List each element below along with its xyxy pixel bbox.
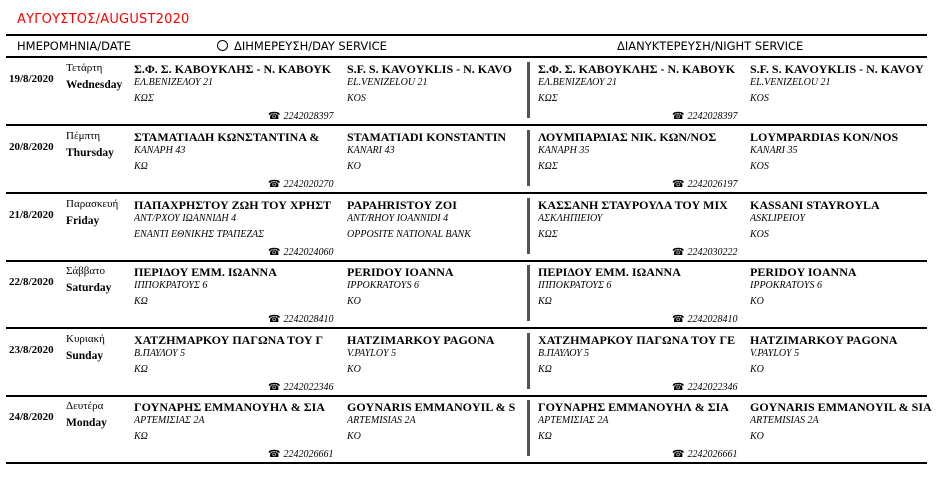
table-row [0, 198, 942, 264]
column-divider [527, 198, 530, 254]
phone-icon: ☎ [672, 449, 685, 460]
night-address-english: KANARI 35 [750, 145, 798, 156]
day-phone-number: 2242022346 [283, 382, 334, 393]
phone-icon: ☎ [268, 179, 281, 190]
day-pharmacy-name-english: STAMATIADI KONSTANTIN [347, 130, 507, 144]
day-phone [268, 111, 333, 122]
day-city-english: KO [347, 364, 361, 375]
night-pharmacy-name-english: LOYMPARDIAS KON/NOS [750, 130, 899, 144]
night-city-english: KO [750, 364, 764, 375]
weekday-english: Wednesday [66, 79, 123, 91]
day-city-english: OPPOSITE NATIONAL BANK [347, 229, 471, 240]
night-address-greek: ΙΠΠΟΚΡΑΤΟΥΣ 6 [538, 280, 612, 291]
phone-icon: ☎ [672, 382, 685, 393]
night-address-english: ARTEMISIAS 2A [750, 415, 819, 426]
night-pharmacy-name-english: S.F. S. KAVOYKLIS - N. KAVOY [750, 62, 924, 76]
table-row [0, 130, 942, 196]
night-phone-number: 2242030222 [687, 247, 738, 258]
weekday-greek: Πέμπτη [66, 130, 101, 142]
day-phone-number: 2242024060 [283, 247, 334, 258]
day-pharmacy-name-english: PAPAHRISTOY ZOI [347, 198, 457, 212]
day-city-greek: ΕΝΑΝΤΙ ΕΘΝΙΚΗΣ ΤΡΑΠΕΖΑΣ [134, 229, 265, 240]
night-address-greek: ΑΡΤΕΜΙΣΙΑΣ 2Α [538, 415, 609, 426]
column-divider [527, 130, 530, 186]
phone-icon: ☎ [268, 314, 281, 325]
night-phone-number: 2242028410 [687, 314, 738, 325]
night-pharmacy-name-greek: Σ.Φ. Σ. ΚΑΒΟΥΚΛΗΣ - Ν. ΚΑΒΟΥΚ [538, 62, 736, 76]
day-address-greek: Β.ΠΑΥΛΟΥ 5 [134, 348, 186, 359]
phone-icon: ☎ [268, 247, 281, 258]
header-top-rule [6, 34, 927, 36]
phone-icon: ☎ [268, 449, 281, 460]
day-city-english: KO [347, 296, 361, 307]
header-day-service: ΔΙΗΜΕΡΕΥΣΗ/DAY SERVICE [234, 39, 387, 53]
night-city-english: KO [750, 296, 764, 307]
row-divider [6, 260, 927, 262]
weekday-english: Sunday [66, 350, 104, 362]
night-city-greek: ΚΩΣ [538, 93, 558, 104]
day-pharmacy-name-english: HATZIMARKOY PAGONA [347, 333, 495, 347]
column-divider [527, 265, 530, 321]
date-cell: 24/8/2020 [9, 411, 54, 423]
day-pharmacy-name-greek: ΧΑΤΖΗΜΑΡΚΟΥ ΠΑΓΩΝΑ ΤΟΥ Γ [134, 333, 324, 347]
night-pharmacy-name-greek: ΓΟΥΝΑΡΗΣ ΕΜΜΑΝΟΥΗΛ & ΣΙΑ [538, 400, 729, 414]
night-phone [672, 111, 737, 122]
night-phone [672, 314, 737, 325]
row-divider [6, 192, 927, 194]
header-date: ΗΜΕΡΟΜΗΝΙΑ/DATE [17, 39, 132, 53]
phone-icon: ☎ [672, 314, 685, 325]
night-pharmacy-name-greek: ΚΑΣΣΑΝΗ ΣΤΑΥΡΟΥΛΑ ΤΟΥ ΜΙΧ [538, 198, 728, 212]
day-city-english: KOS [347, 93, 366, 104]
night-address-english: ASKLIPEIOY [750, 213, 805, 224]
day-address-english: V.PAYLOY 5 [347, 348, 397, 359]
table-row [0, 62, 942, 128]
day-phone-number: 2242028410 [283, 314, 334, 325]
weekday-english: Friday [66, 215, 100, 227]
day-address-greek: ΑΝΤ/ΡΧΟΥ ΙΩΑΝΝΙΔΗ 4 [134, 213, 237, 224]
weekday-greek: Τετάρτη [66, 62, 103, 74]
night-city-english: KOS [750, 93, 769, 104]
night-phone [672, 449, 737, 460]
day-address-greek: ΙΠΠΟΚΡΑΤΟΥΣ 6 [134, 280, 208, 291]
day-city-english: KO [347, 431, 361, 442]
weekday-greek: Παρασκευή [66, 198, 119, 210]
date-cell: 19/8/2020 [9, 73, 54, 85]
night-city-greek: ΚΩ [538, 296, 552, 307]
night-phone [672, 247, 737, 258]
night-phone-number: 2242028397 [687, 111, 738, 122]
day-address-english: ARTEMISIAS 2A [347, 415, 416, 426]
day-city-greek: ΚΩ [134, 364, 148, 375]
day-city-greek: ΚΩ [134, 161, 148, 172]
night-phone-number: 2242026661 [687, 449, 738, 460]
night-city-greek: ΚΩ [538, 364, 552, 375]
day-city-english: KO [347, 161, 361, 172]
row-divider [6, 462, 927, 464]
table-row [0, 265, 942, 331]
table-header [0, 39, 942, 55]
column-divider [527, 62, 530, 118]
day-pharmacy-name-english: PERIDOY IOANNA [347, 265, 454, 279]
weekday-greek: Κυριακή [66, 333, 105, 345]
day-pharmacy-name-greek: Σ.Φ. Σ. ΚΑΒΟΥΚΛΗΣ - Ν. ΚΑΒΟΥΚ [134, 62, 332, 76]
day-phone [268, 449, 333, 460]
day-city-greek: ΚΩ [134, 296, 148, 307]
day-pharmacy-name-greek: ΣΤΑΜΑΤΙΑΔΗ ΚΩΝΣΤΑΝΤΙΝΑ & [134, 130, 320, 144]
column-divider [527, 333, 530, 389]
night-pharmacy-name-greek: ΧΑΤΖΗΜΑΡΚΟΥ ΠΑΓΩΝΑ ΤΟΥ ΓΕ [538, 333, 736, 347]
weekday-english: Saturday [66, 282, 112, 294]
phone-icon: ☎ [268, 111, 281, 122]
night-pharmacy-name-greek: ΠΕΡΙΔΟΥ ΕΜΜ. ΙΩΑΝΝΑ [538, 265, 681, 279]
day-address-english: KANARI 43 [347, 145, 395, 156]
day-address-english: IPPOKRATOYS 6 [347, 280, 419, 291]
page-title: ΑΥΓΟΥΣΤΟΣ/AUGUST2020 [17, 12, 190, 27]
night-phone-number: 2242026197 [687, 179, 738, 190]
day-phone [268, 179, 333, 190]
day-address-english: EL.VENIZELOU 21 [347, 77, 428, 88]
night-pharmacy-name-english: PERIDOY IOANNA [750, 265, 857, 279]
night-pharmacy-name-english: GOYNARIS EMMANOYIL & SIA [750, 400, 932, 414]
night-city-english: KO [750, 431, 764, 442]
weekday-english: Monday [66, 417, 107, 429]
date-cell: 23/8/2020 [9, 344, 54, 356]
date-cell: 22/8/2020 [9, 276, 54, 288]
phone-icon: ☎ [672, 247, 685, 258]
row-divider [6, 327, 927, 329]
night-pharmacy-name-greek: ΛΟΥΜΠΑΡΔΙΑΣ ΝΙΚ. ΚΩΝ/ΝΟΣ [538, 130, 717, 144]
table-row [0, 333, 942, 399]
night-phone [672, 382, 737, 393]
day-phone [268, 314, 333, 325]
night-address-greek: ΑΣΚΛΗΠΙΕΙΟΥ [538, 213, 603, 224]
night-address-english: IPPOKRATOYS 6 [750, 280, 822, 291]
night-pharmacy-name-english: KASSANI STAYROYLA [750, 198, 880, 212]
header-bottom-rule [6, 56, 927, 58]
circle-icon [217, 40, 228, 51]
day-address-greek: ΚΑΝΑΡΗ 43 [134, 145, 186, 156]
night-address-english: EL.VENIZELOU 21 [750, 77, 831, 88]
night-city-english: KOS [750, 161, 769, 172]
day-city-greek: ΚΩ [134, 431, 148, 442]
day-phone-number: 2242020270 [283, 179, 334, 190]
row-divider [6, 395, 927, 397]
weekday-english: Thursday [66, 147, 114, 159]
column-divider [527, 400, 530, 456]
day-phone [268, 382, 333, 393]
phone-icon: ☎ [672, 111, 685, 122]
date-cell: 21/8/2020 [9, 209, 54, 221]
phone-icon: ☎ [672, 179, 685, 190]
night-pharmacy-name-english: HATZIMARKOY PAGONA [750, 333, 898, 347]
day-city-greek: ΚΩΣ [134, 93, 154, 104]
night-city-english: KOS [750, 229, 769, 240]
night-city-greek: ΚΩΣ [538, 161, 558, 172]
day-pharmacy-name-greek: ΠΑΠΑΧΡΗΣΤΟΥ ΖΩΗ ΤΟΥ ΧΡΗΣΤ [134, 198, 332, 212]
day-phone-number: 2242026661 [283, 449, 334, 460]
table-row [0, 400, 942, 466]
night-phone [672, 179, 737, 190]
night-address-english: V.PAYLOY 5 [750, 348, 800, 359]
weekday-greek: Σάββατο [66, 265, 106, 277]
day-address-greek: ΑΡΤΕΜΙΣΙΑΣ 2Α [134, 415, 205, 426]
weekday-greek: Δευτέρα [66, 400, 104, 412]
day-pharmacy-name-greek: ΓΟΥΝΑΡΗΣ ΕΜΜΑΝΟΥΗΛ & ΣΙΑ [134, 400, 325, 414]
row-divider [6, 124, 927, 126]
night-address-greek: Β.ΠΑΥΛΟΥ 5 [538, 348, 590, 359]
day-phone [268, 247, 333, 258]
day-pharmacy-name-english: GOYNARIS EMMANOYIL & S [347, 400, 516, 414]
night-city-greek: ΚΩΣ [538, 229, 558, 240]
header-night-service: ΔΙΑΝΥΚΤΕΡΕΥΣΗ/NIGHT SERVICE [617, 39, 804, 53]
day-pharmacy-name-english: S.F. S. KAVOYKLIS - N. KAVO [347, 62, 513, 76]
date-cell: 20/8/2020 [9, 141, 54, 153]
day-address-english: ANT/RHOY IOANNIDI 4 [347, 213, 449, 224]
day-phone-number: 2242028397 [283, 111, 334, 122]
day-pharmacy-name-greek: ΠΕΡΙΔΟΥ ΕΜΜ. ΙΩΑΝΝΑ [134, 265, 277, 279]
day-address-greek: ΕΛ.ΒΕΝΙΖΕΛΟΥ 21 [134, 77, 214, 88]
night-phone-number: 2242022346 [687, 382, 738, 393]
night-address-greek: ΚΑΝΑΡΗ 35 [538, 145, 590, 156]
night-address-greek: ΕΛ.ΒΕΝΙΖΕΛΟΥ 21 [538, 77, 618, 88]
phone-icon: ☎ [268, 382, 281, 393]
night-city-greek: ΚΩ [538, 431, 552, 442]
